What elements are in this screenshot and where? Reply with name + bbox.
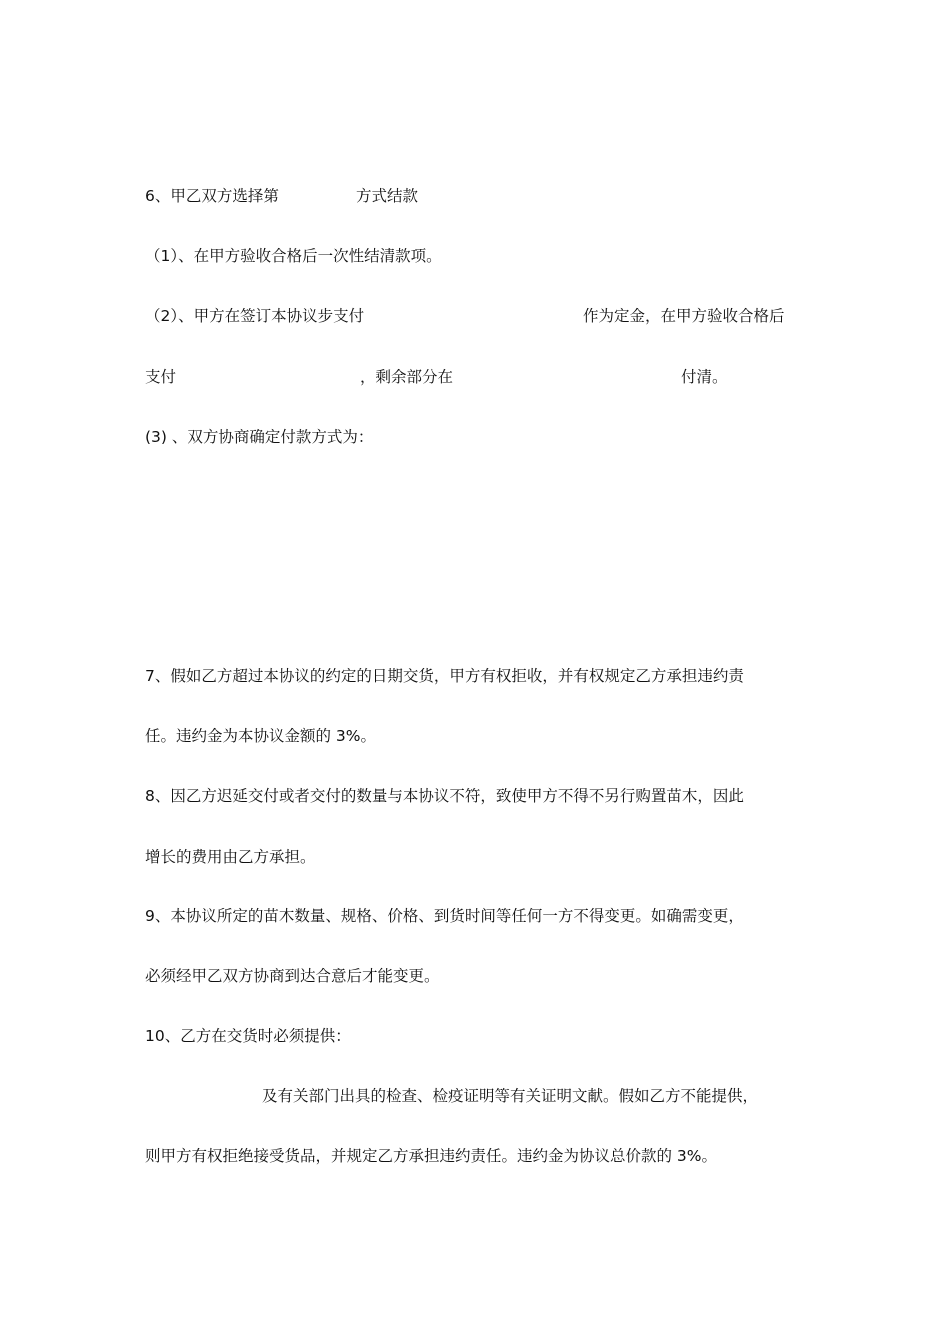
clause-6-option-2-remaining: ，剩余部分在	[360, 368, 454, 386]
clause-6-option-1: （1）、在甲方验收合格后一次性结清款项。	[145, 247, 442, 265]
clause-6-option-2-pay: 支付	[145, 368, 177, 386]
clause-6-option-2-deposit: 作为定金，在甲方验收合格后	[583, 307, 785, 325]
clause-9-line-2: 必须经甲乙双方协商到达合意后才能变更。	[145, 967, 440, 985]
clause-9-line-1: 9、本协议所定的苗木数量、规格、价格、到货时间等任何一方不得变更。如确需变更，	[145, 907, 744, 925]
clause-6-option-3: (3) 、双方协商确定付款方式为：	[145, 428, 374, 446]
clause-8-line-1: 8、因乙方迟延交付或者交付的数量与本协议不符，致使甲方不得不另行购置苗木，因此	[145, 787, 744, 805]
clause-6-option-2-settle: 付清。	[681, 368, 728, 386]
clause-6-title-start: 6、甲乙双方选择第	[145, 187, 279, 205]
clause-6-title-end: 方式结款	[356, 187, 419, 205]
clause-10-line-1: 10、乙方在交货时必须提供：	[145, 1027, 351, 1045]
clause-10-line-3: 则甲方有权拒绝接受货品，并规定乙方承担违约责任。违约金为协议总价款的 3%。	[145, 1147, 718, 1165]
clause-10-line-2: 及有关部门出具的检查、检疫证明等有关证明文献。假如乙方不能提供，	[262, 1087, 759, 1105]
clause-7-line-1: 7、假如乙方超过本协议的约定的日期交货，甲方有权拒收，并有权规定乙方承担违约责	[145, 667, 744, 685]
clause-8-line-2: 增长的费用由乙方承担。	[145, 848, 316, 866]
clause-6-option-2-start: （2）、甲方在签订本协议步支付	[145, 307, 365, 325]
clause-7-line-2: 任。违约金为本协议金额的 3%。	[145, 727, 377, 745]
